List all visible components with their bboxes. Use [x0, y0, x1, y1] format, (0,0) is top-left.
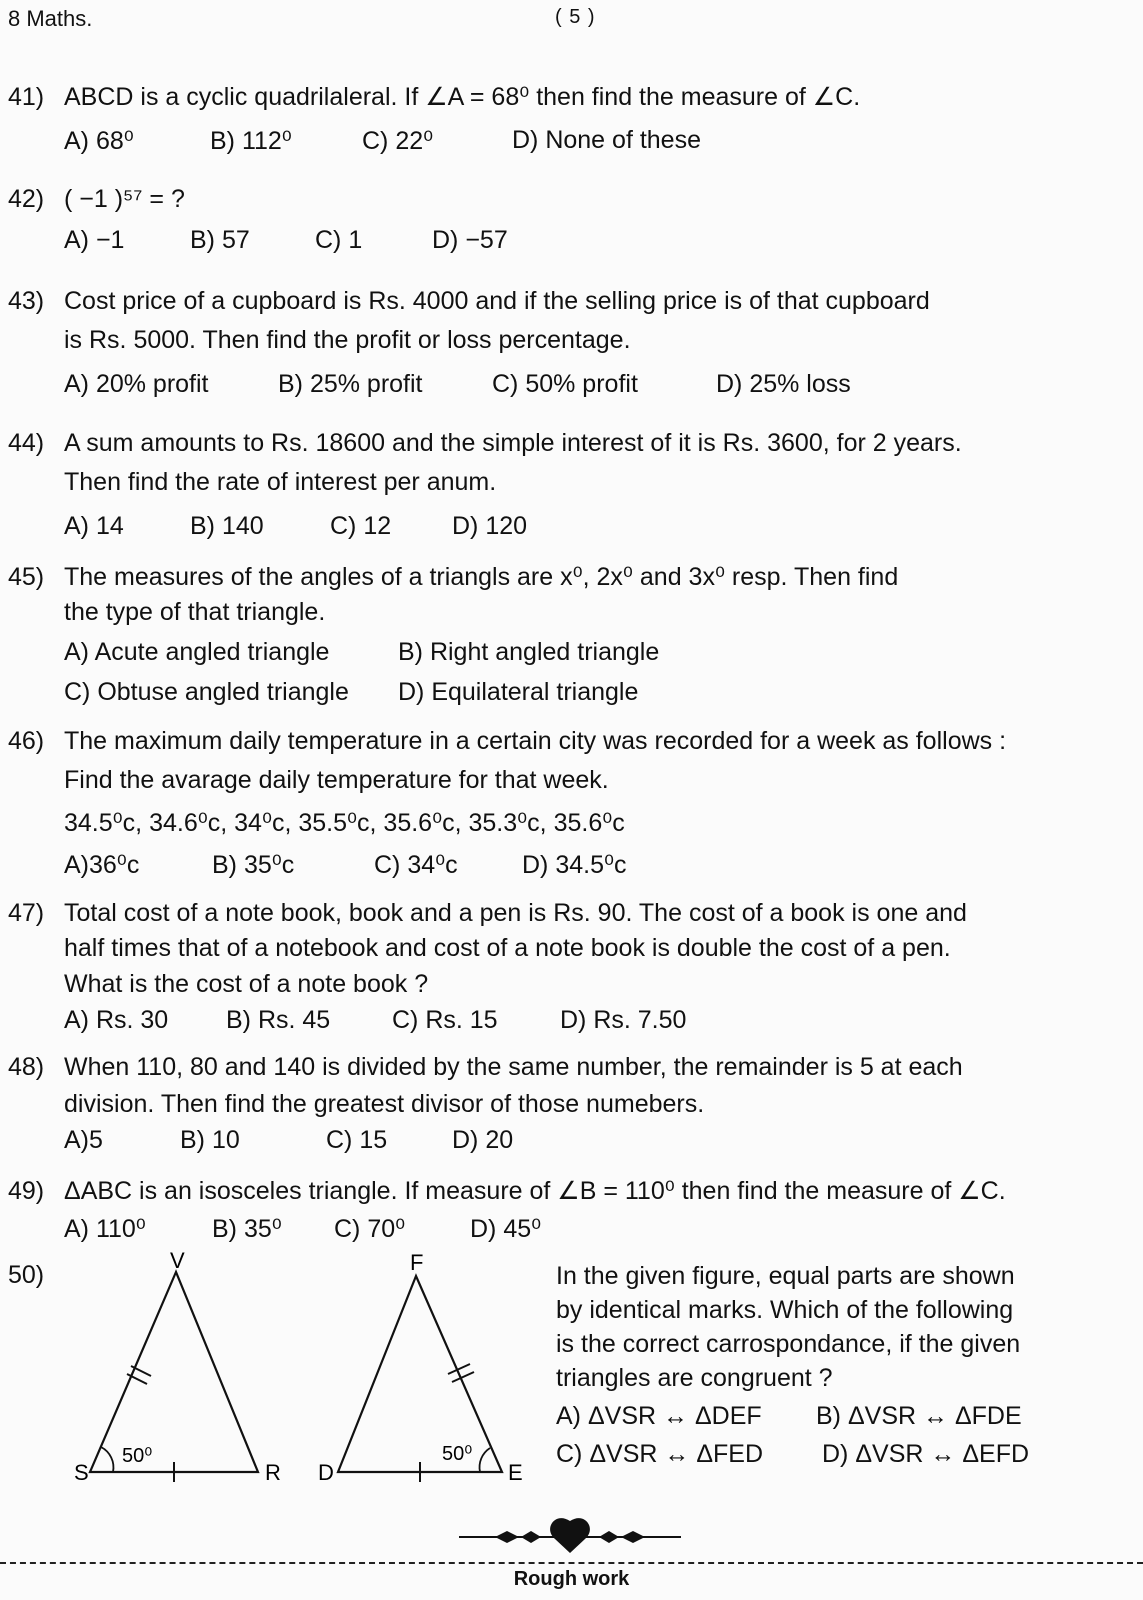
triangle-fde [338, 1276, 502, 1472]
question-text-line: the type of that triangle. [64, 598, 326, 626]
option-c[interactable]: C) 22⁰ [362, 127, 434, 155]
option-a[interactable]: A) Rs. 30 [64, 1006, 169, 1034]
question-number: 48) [8, 1053, 45, 1081]
vertex-label-r: R [265, 1460, 281, 1485]
option-b[interactable]: B) 10 [180, 1126, 240, 1154]
option-a[interactable]: A) 110⁰ [64, 1215, 146, 1243]
question-number: 46) [8, 727, 45, 755]
angle-label-e: 50⁰ [442, 1443, 473, 1465]
option-c[interactable]: C) Obtuse angled triangle [64, 678, 349, 706]
option-c[interactable]: C) Rs. 15 [392, 1006, 498, 1034]
angle-arc-e [480, 1448, 490, 1472]
option-c[interactable]: C) ΔVSR ↔ ΔFED [556, 1440, 764, 1468]
vertex-label-v: V [170, 1250, 185, 1273]
option-a[interactable]: A) 68⁰ [64, 127, 134, 155]
page-number: ( 5 ) [555, 6, 596, 28]
option-a[interactable]: A)5 [64, 1126, 103, 1154]
question-text: The measures of the angles of a triangls are x⁰, 2x⁰ and 3x⁰ resp. Then find [64, 563, 899, 591]
option-d[interactable]: D) Rs. 7.50 [560, 1006, 687, 1034]
angle-label-s: 50⁰ [122, 1445, 153, 1467]
option-c[interactable]: C) 34⁰c [374, 851, 458, 879]
option-b[interactable]: B) 35⁰c [212, 851, 295, 879]
option-c[interactable]: C) 1 [315, 226, 363, 254]
question-text: Total cost of a note book, book and a pen is Rs. 90. The cost of a book is one and [64, 899, 967, 927]
vertex-label-s: S [74, 1460, 89, 1485]
question-text: ( −1 )⁵⁷ = ? [64, 185, 185, 213]
option-b[interactable]: B) 112⁰ [210, 127, 292, 155]
question-number: 47) [8, 899, 45, 927]
question-text: When 110, 80 and 140 is divided by the same number, the remainder is 5 at each [64, 1053, 963, 1081]
option-b[interactable]: B) 35⁰ [212, 1215, 282, 1243]
option-a[interactable]: A) −1 [64, 226, 125, 254]
option-b[interactable]: B) 25% profit [278, 370, 423, 398]
question-text: The maximum daily temperature in a certain city was recorded for a week as follows : [64, 727, 1007, 755]
question-number: 44) [8, 429, 45, 457]
question-text: ΔABC is an isosceles triangle. If measure of ∠B = 110⁰ then find the measure of ∠C. [64, 1177, 1006, 1205]
option-b[interactable]: B) 140 [190, 512, 264, 540]
question-text-line: triangles are congruent ? [556, 1364, 833, 1392]
question-text: A sum amounts to Rs. 18600 and the simple interest of it is Rs. 3600, for 2 years. [64, 429, 962, 457]
option-d[interactable]: D) ΔVSR ↔ ΔEFD [822, 1440, 1030, 1468]
option-d[interactable]: D) 120 [452, 512, 528, 540]
question-number: 42) [8, 185, 45, 213]
question-text-line: division. Then find the greatest divisor of those numebers. [64, 1090, 705, 1118]
option-d[interactable]: D) 34.5⁰c [522, 851, 627, 879]
option-b[interactable]: B) 57 [190, 226, 250, 254]
option-d[interactable]: D) 25% loss [716, 370, 851, 398]
option-c[interactable]: C) 50% profit [492, 370, 638, 398]
dashed-divider [0, 1562, 1143, 1564]
angle-arc-s [101, 1447, 113, 1472]
question-number: 50) [8, 1261, 45, 1289]
question-text-line: Then find the rate of interest per anum. [64, 468, 497, 496]
option-c[interactable]: C) 15 [326, 1126, 388, 1154]
question-text-line: In the given figure, equal parts are shown [556, 1262, 1015, 1290]
question-text-line: is Rs. 5000. Then find the profit or loss percentage. [64, 326, 631, 354]
question-number: 45) [8, 563, 45, 591]
option-b[interactable]: B) ΔVSR ↔ ΔFDE [816, 1402, 1022, 1430]
option-d[interactable]: D) −57 [432, 226, 508, 254]
triangle-vsr [90, 1272, 258, 1472]
question-text-line: What is the cost of a note book ? [64, 970, 429, 998]
vertex-label-e: E [508, 1460, 523, 1485]
option-c[interactable]: C) 12 [330, 512, 392, 540]
option-a[interactable]: A) 14 [64, 512, 124, 540]
option-d[interactable]: D) None of these [512, 126, 701, 154]
option-d[interactable]: D) 45⁰ [470, 1215, 542, 1243]
question-text-line: is the correct carrospondance, if the given [556, 1330, 1021, 1358]
option-a[interactable]: A)36⁰c [64, 851, 140, 879]
option-c[interactable]: C) 70⁰ [334, 1215, 406, 1243]
subject-label: 8 Maths. [8, 6, 93, 31]
vertex-label-f: F [410, 1250, 424, 1275]
temperature-values: 34.5⁰c, 34.6⁰c, 34⁰c, 35.5⁰c, 35.6⁰c, 35.3⁰c, 35.6⁰c [64, 809, 625, 837]
question-number: 43) [8, 287, 45, 315]
question-text: ABCD is a cyclic quadrilaleral. If ∠A = 68⁰ then find the measure of ∠C. [64, 83, 861, 111]
question-text-line: Find the avarage daily temperature for that week. [64, 766, 609, 794]
question-number: 49) [8, 1177, 45, 1205]
option-a[interactable]: A) ΔVSR ↔ ΔDEF [556, 1402, 762, 1430]
rough-work-label: Rough work [513, 1568, 630, 1590]
congruent-triangles-figure [0, 1250, 540, 1490]
decorative-ornament-icon [455, 1515, 685, 1559]
option-d[interactable]: D) Equilateral triangle [398, 678, 639, 706]
option-d[interactable]: D) 20 [452, 1126, 514, 1154]
vertex-label-d: D [318, 1460, 334, 1485]
option-a[interactable]: A) Acute angled triangle [64, 638, 330, 666]
option-a[interactable]: A) 20% profit [64, 370, 209, 398]
question-text-line: half times that of a notebook and cost of a note book is double the cost of a pen. [64, 934, 951, 962]
option-b[interactable]: B) Rs. 45 [226, 1006, 331, 1034]
question-text: Cost price of a cupboard is Rs. 4000 and if the selling price is of that cupboard [64, 287, 930, 315]
option-b[interactable]: B) Right angled triangle [398, 638, 660, 666]
question-number: 41) [8, 83, 45, 111]
question-text-line: by identical marks. Which of the following [556, 1296, 1014, 1324]
